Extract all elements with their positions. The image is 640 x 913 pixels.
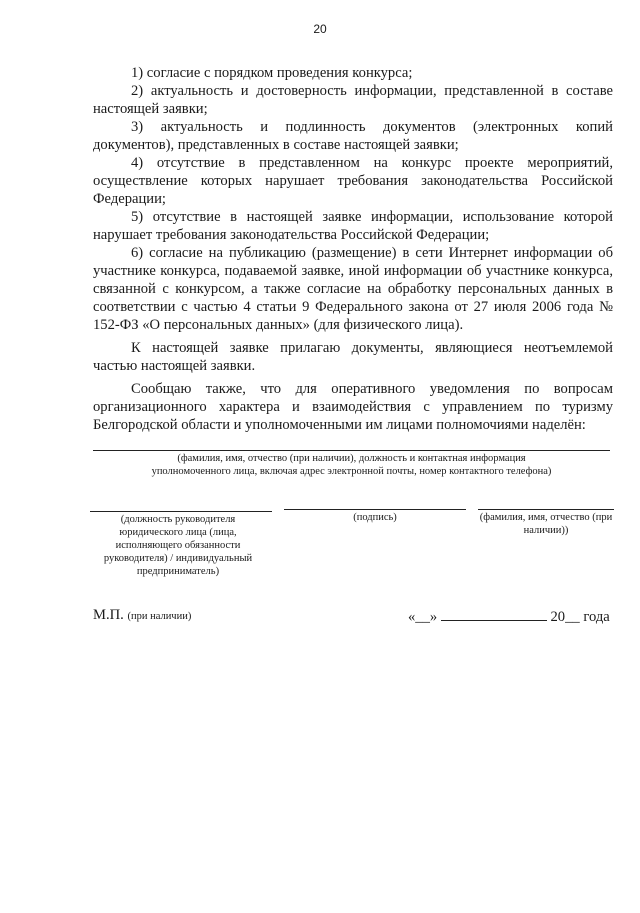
- stamp-label: М.П.: [93, 607, 124, 623]
- signature-line: [284, 509, 466, 510]
- paragraph-item-3: 3) актуальность и подлинность документов (электронных копий документов), представленных в составе настоящей заявки;: [93, 119, 613, 153]
- contact-caption-line1: (фамилия, имя, отчество (при наличии), должность и контактная информация: [177, 453, 526, 464]
- paragraph-item-2: 2) актуальность и достоверность информации, представленной в составе настоящей заявки;: [93, 83, 613, 117]
- stamp-place: [93, 607, 191, 624]
- signature-caption: (подпись): [353, 512, 397, 523]
- date-day-blank: __: [415, 609, 430, 625]
- date-line: [408, 606, 610, 626]
- paragraph-attachments: К настоящей заявке прилагаю документы, являющиеся неотъемлемой частью настоящей заявки.: [93, 340, 613, 374]
- page-number: 20: [313, 22, 327, 36]
- paragraph-item-4: 4) отсутствие в представленном на конкурс проекте мероприятий, осуществление которых нарушает требования законодательства Российской Федерации;: [93, 155, 613, 207]
- date-year-blank: __: [565, 609, 580, 625]
- body-text: [93, 64, 613, 434]
- date-year-prefix: 20: [550, 609, 566, 625]
- date-suffix: года: [583, 609, 610, 625]
- name-caption: (фамилия, имя, отчество (при наличии)): [479, 512, 613, 536]
- position-line: [90, 511, 272, 512]
- name-line: [478, 509, 614, 510]
- date-close-quote: »: [429, 609, 438, 625]
- contact-caption-line2: уполномоченного лица, включая адрес электронной почты, номер контактного телефона): [151, 466, 552, 477]
- date-open-quote: «: [408, 609, 416, 625]
- date-month-blank: [441, 606, 547, 621]
- paragraph-item-6: 6) согласие на публикацию (размещение) в сети Интернет информации об участнике конкурса, подаваемой заявке, иной информации об участнике конкурса, связанной с конкурсом, а также согласие на обработку персональных данных в соответствии с частью 4 статьи 9 Федерального закона от 27 июля 2006 года № 152-ФЗ «О персональных данных» (для физического лица).: [93, 245, 613, 333]
- contact-line: [93, 450, 610, 451]
- position-caption: (должность руководителя юридического лица (лица, исполняющего обязанности руководителя) / индивидуальный предприниматель): [103, 514, 253, 577]
- paragraph-item-5: 5) отсутствие в настоящей заявке информации, использование которой нарушает требования законодательства Российской Федерации;: [93, 209, 613, 243]
- paragraph-item-1: 1) согласие с порядком проведения конкурса;: [131, 65, 413, 81]
- paragraph-contact-notice: Сообщаю также, что для оперативного уведомления по вопросам организационного характера и взаимодействия с управлением по туризму Белгородской области и уполномоченными им лицами полномочиями наделён:: [93, 381, 613, 433]
- stamp-note: (при наличии): [127, 611, 192, 622]
